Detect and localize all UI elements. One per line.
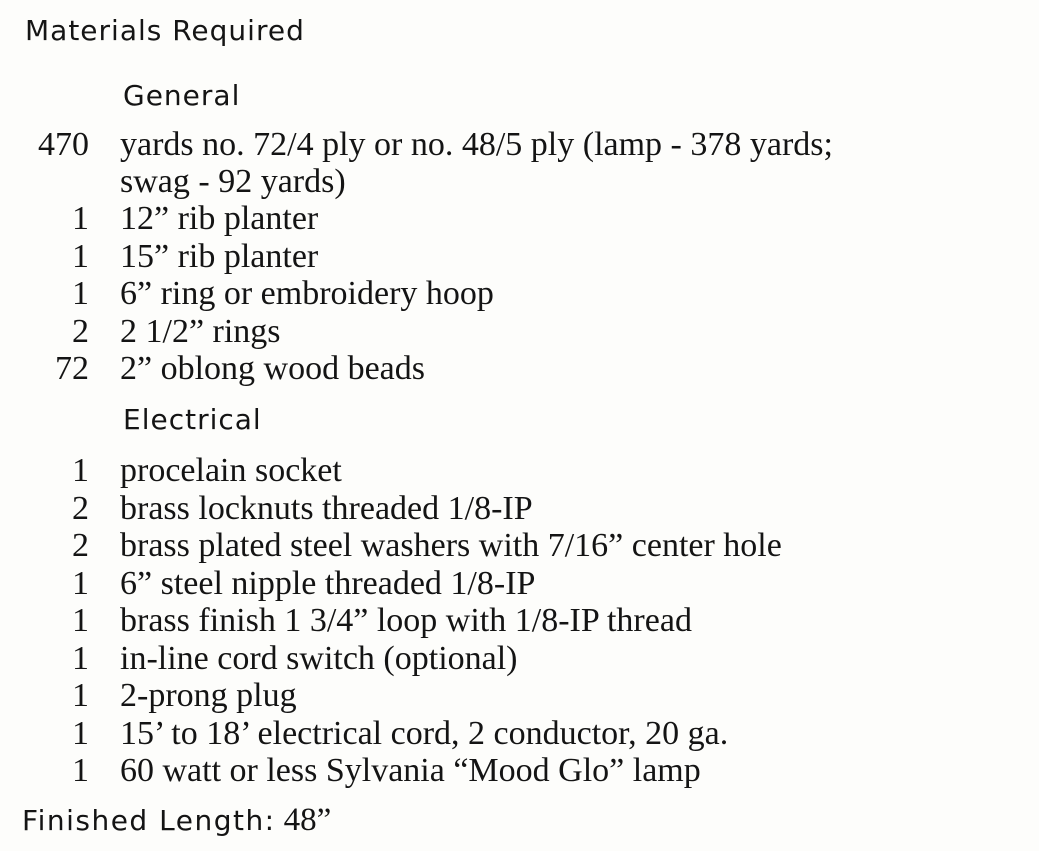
item-quantity: 1 [72, 752, 89, 789]
item-description: procelain socket [120, 452, 342, 489]
item-description [120, 126, 833, 200]
item-description-line: yards no. 72/4 ply or no. 48/5 ply (lamp - 378 yards; [120, 126, 833, 163]
list-item [0, 313, 1039, 351]
list-item [0, 452, 1039, 490]
item-description: brass finish 1 3/4” loop with 1/8-IP thread [120, 602, 692, 639]
list-item [0, 565, 1039, 603]
list-item [0, 200, 1039, 238]
list-item [0, 527, 1039, 565]
item-quantity: 2 [72, 312, 89, 350]
item-description: brass plated steel washers with 7/16” center hole [120, 527, 782, 564]
list-item [0, 677, 1039, 715]
item-quantity: 1 [72, 275, 89, 312]
finished-length [22, 802, 331, 839]
finished-length-label: Finished Length: [22, 804, 276, 837]
item-description: in-line cord switch (optional) [120, 639, 518, 677]
item-quantity: 2 [72, 489, 89, 527]
item-quantity: 1 [72, 602, 89, 639]
item-quantity: 1 [72, 677, 89, 714]
section-heading-general: General [123, 79, 241, 112]
section-heading-electrical: Electrical [123, 403, 262, 436]
list-item [0, 640, 1039, 678]
item-quantity: 1 [72, 237, 89, 275]
finished-length-value: 48” [283, 802, 332, 838]
item-quantity: 1 [72, 564, 89, 602]
list-item [0, 752, 1039, 790]
materials-list-general [0, 126, 1039, 388]
list-item [0, 238, 1039, 276]
item-quantity: 1 [72, 452, 89, 489]
list-item [0, 490, 1039, 528]
item-description: 15” rib planter [120, 237, 319, 275]
item-description: 2 1/2” rings [120, 312, 281, 350]
item-description-continuation: swag - 92 yards) [120, 163, 346, 200]
item-description: 2-prong plug [120, 677, 297, 714]
item-quantity: 1 [72, 714, 89, 752]
item-description: 6” ring or embroidery hoop [120, 275, 494, 312]
item-description: 6” steel nipple threaded 1/8-IP [120, 564, 536, 602]
materials-list-electrical [0, 452, 1039, 790]
item-description: brass locknuts threaded 1/8-IP [120, 489, 533, 527]
item-description: 60 watt or less Sylvania “Mood Glo” lamp [120, 752, 701, 789]
list-item [0, 350, 1039, 388]
item-quantity: 72 [55, 350, 89, 387]
item-description: 2” oblong wood beads [120, 350, 426, 387]
list-item [0, 126, 1039, 200]
list-item [0, 275, 1039, 313]
item-description: 12” rib planter [120, 200, 319, 237]
item-quantity: 2 [72, 527, 89, 564]
item-description: 15’ to 18’ electrical cord, 2 conductor, 20 ga. [120, 714, 729, 752]
list-item [0, 715, 1039, 753]
item-quantity: 1 [72, 200, 89, 237]
list-item [0, 602, 1039, 640]
item-quantity: 1 [72, 639, 89, 677]
page-title: Materials Required [25, 14, 305, 47]
item-quantity: 470 [38, 126, 89, 163]
